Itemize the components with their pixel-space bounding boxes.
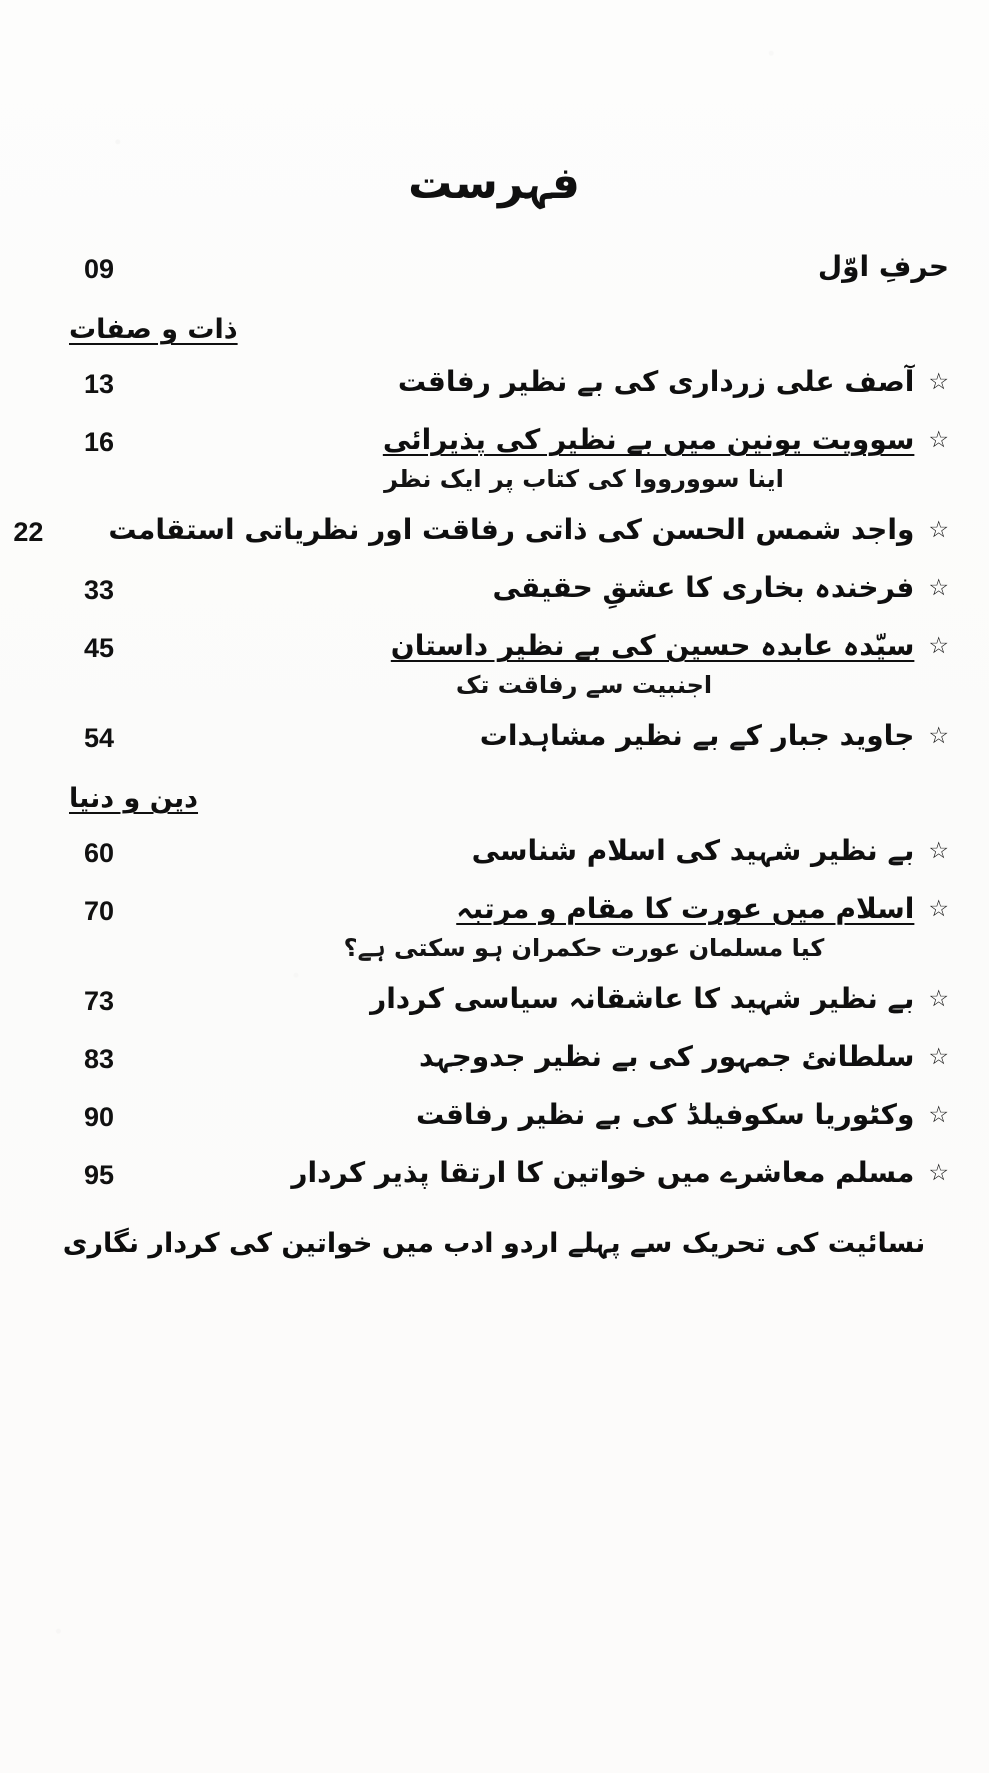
toc-row[interactable]	[40, 567, 950, 609]
toc-row[interactable]	[40, 888, 950, 962]
toc-row-preface[interactable]	[40, 246, 950, 288]
entry-line	[180, 1036, 950, 1078]
entry-title: بے نظیر شہید کی اسلام شناسی	[472, 834, 916, 868]
toc-row[interactable]	[40, 1152, 950, 1194]
entry-body	[160, 246, 950, 288]
page-title: فہرست	[409, 158, 581, 209]
star-icon: ☆	[929, 723, 950, 750]
toc-row[interactable]	[40, 419, 950, 493]
entry-title: حرفِ اوّل	[818, 250, 950, 284]
star-icon: ☆	[929, 1160, 950, 1187]
entry-line	[180, 978, 950, 1020]
entry-title: جاوید جبار کے بے نظیر مشاہدات	[480, 719, 916, 753]
page-number: 90	[84, 1102, 116, 1133]
entry-title: سیّدہ عابدہ حسین کی بے نظیر داستان	[391, 629, 916, 663]
entry-title: آصف علی زرداری کی بے نظیر رفاقت	[398, 365, 916, 399]
entry-body	[160, 888, 950, 962]
star-icon: ☆	[929, 575, 950, 602]
entry-line	[180, 888, 950, 930]
entry-line	[180, 1094, 950, 1136]
entry-body	[160, 625, 950, 699]
entry-line	[180, 715, 950, 757]
page-number: 16	[84, 427, 116, 458]
star-icon: ☆	[929, 369, 950, 396]
page-number: 13	[84, 369, 116, 400]
entry-body	[160, 830, 950, 872]
section-heading-1: ذات و صفات	[70, 314, 239, 346]
entry-line	[180, 625, 950, 667]
page-number: 73	[84, 986, 116, 1017]
entry-subtitle: اجنبیت سے رفاقت تک	[456, 671, 714, 700]
page-number: 60	[84, 838, 116, 869]
entry-body	[160, 978, 950, 1020]
toc-row[interactable]	[40, 978, 950, 1020]
entry-body	[160, 715, 950, 757]
entry-body	[160, 1152, 950, 1194]
star-icon: ☆	[929, 427, 950, 454]
entry-body	[160, 361, 950, 403]
entry-body	[89, 509, 950, 551]
page-number: 95	[84, 1160, 116, 1191]
entry-line	[180, 361, 950, 403]
entry-title: سلطانئ جمہور کی بے نظیر جدوجہد	[419, 1040, 916, 1074]
star-icon: ☆	[929, 896, 950, 923]
toc-row[interactable]	[40, 715, 950, 757]
page-number: 70	[84, 896, 116, 927]
entry-title: اسلام میں عورت کا مقام و مرتبہ	[457, 892, 916, 926]
entry-line	[180, 1152, 950, 1194]
star-icon: ☆	[929, 1102, 950, 1129]
page-number: 09	[84, 254, 116, 285]
entry-subtitle: اینا سوورووا کی کتاب پر ایک نظر	[385, 465, 785, 494]
entry-body	[160, 567, 950, 609]
entry-title: مسلم معاشرے میں خواتین کا ارتقا پذیر کردار	[292, 1156, 916, 1190]
page-number: 54	[84, 723, 116, 754]
star-icon: ☆	[929, 1044, 950, 1071]
entry-line	[180, 419, 950, 461]
entry-title: وکٹوریا سکوفیلڈ کی بے نظیر رفاقت	[416, 1098, 916, 1132]
page-number: 22	[14, 517, 45, 548]
star-icon: ☆	[929, 986, 950, 1013]
entry-body	[160, 1036, 950, 1078]
toc-row[interactable]	[40, 361, 950, 403]
entry-line	[180, 567, 950, 609]
entry-line	[109, 509, 950, 551]
star-icon: ☆	[929, 633, 950, 660]
entry-title: واجد شمس الحسن کی ذاتی رفاقت اور نظریاتی استقامت	[109, 513, 916, 547]
entry-subtitle: کیا مسلمان عورت حکمران ہو سکتی ہے؟	[344, 934, 826, 963]
entry-title: فرخندہ بخاری کا عشقِ حقیقی	[493, 571, 916, 605]
entry-title: سوویت یونین میں بے نظیر کی پذیرائی	[383, 423, 916, 457]
toc-row[interactable]	[40, 1036, 950, 1078]
entry-body	[160, 1094, 950, 1136]
star-icon: ☆	[929, 517, 950, 544]
entry-line	[180, 830, 950, 872]
page-number: 33	[84, 575, 116, 606]
toc-row[interactable]	[40, 1094, 950, 1136]
star-icon: ☆	[929, 838, 950, 865]
section-heading-2: دین و دنیا	[70, 783, 200, 815]
page-number: 83	[84, 1044, 116, 1075]
entry-line	[180, 246, 950, 288]
toc-row[interactable]	[40, 830, 950, 872]
toc-row[interactable]	[40, 625, 950, 699]
page-number: 45	[84, 633, 116, 664]
toc-row[interactable]	[14, 509, 950, 551]
continuation-line: نسائیت کی تحریک سے پہلے اردو ادب میں خواتین کی کردار نگاری	[63, 1228, 927, 1260]
entry-body	[160, 419, 950, 493]
entry-title: بے نظیر شہید کا عاشقانہ سیاسی کردار	[371, 982, 916, 1016]
